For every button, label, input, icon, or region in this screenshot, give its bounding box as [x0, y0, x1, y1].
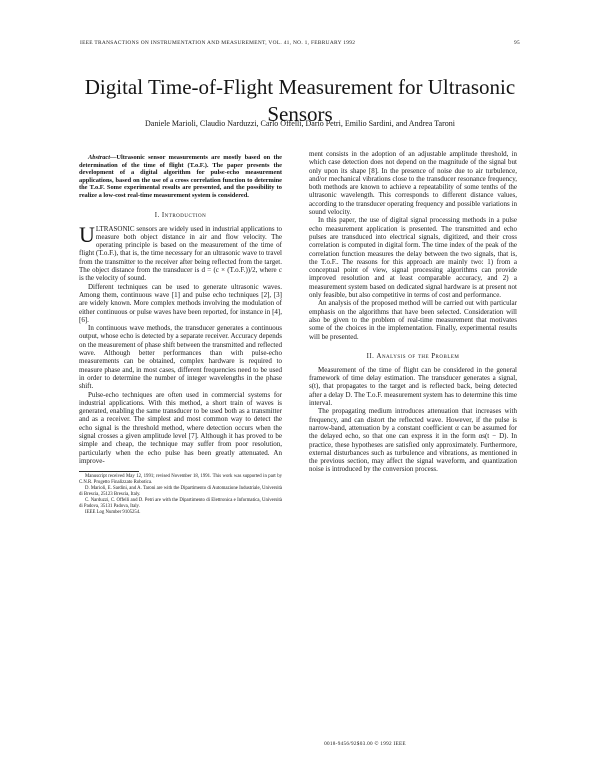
author-list: Daniele Marioli, Claudio Narduzzi, Carlo Offelli, Dario Petri, Emilio Sardini, and Andrea Taroni	[145, 119, 455, 128]
paper-title: Digital Time-of-Flight Measurement for Ultrasonic Sensors	[84, 75, 516, 127]
intro-paragraph-7: An analysis of the proposed method will be carried out with particular emphasis on the algorithms that have been selected. Consideration will also be given to the problem of real-time measurement that motivates some of the choices in the implementation. Finally, experimental results will be presented.	[309, 299, 517, 341]
page-number: 95	[514, 40, 520, 46]
abstract-label: Abstract	[88, 154, 111, 161]
intro-paragraph-2: Different techniques can be used to generate ultrasonic waves. Among them, continuous wave [1] and pulse echo techniques [2], [3] are widely known. More complex methods involving the modulation of either continuous or pulse waves have been reported, for instance in [4], [6].	[79, 282, 282, 324]
footnote-log-number: IEEE Log Number 9105254.	[85, 510, 141, 516]
footnote-divider	[79, 471, 139, 472]
section-title: Analysis of the Problem	[376, 352, 460, 360]
footnote-manuscript: Manuscript received May 12, 1991; revised November 18, 1991. This work was supported in part by C.N.R. Progetto Finalizzato Robotica.	[79, 474, 282, 486]
analysis-paragraph-1: Measurement of the time of flight can be considered in the general framework of time delay estimation. The transducer generates a signal, s(t), that propagates to the target and is reflected back, being detected after a delay D. The T.o.F. measurement system has to determine this time interval.	[309, 365, 517, 408]
intro-paragraph-6: In this paper, the use of digital signal processing methods in a pulse echo measurement application is presented. The transmitted and echo pulses are transduced into electrical signals, digitized, and their cross correlation is computed in digital form. The time index of the peak of the correlation function measures the delay between the two signals, that is, the T.o.F.. The reasons for this approach are mainly two: 1) from a conceptual point of view, signal processing algorithms can provide improved resolution and at least comparable accuracy, and 2) a measurement system based on dedicated signal hardware is at present not only feasible, but also competitive in terms of cost and performance.	[309, 216, 517, 300]
section-heading-introduction	[79, 212, 282, 219]
intro-paragraph-4: Pulse-echo techniques are often used in commercial systems for industrial applications. With this method, a short train of waves is generated, enabling the same transducer to be used both as a transmitter and as a receiver. The simplest and most common way to detect the echo signal is the threshold method, where detection occurs when the signal crosses a given amplitude level [7]. Although it has proved to be simple and cheap, the technique may suffer from poor resolution, particularly when the echo pulse has been greatly attenuated. An improve-	[79, 390, 282, 465]
intro-paragraph-5: ment consists in the adoption of an adjustable amplitude threshold, in which case detection does not depend on the magnitude of the signal but only upon its shape [8]. In the presence of noise due to air turbulence, and/or mechanical vibrations close to the transducer resonance frequency, both methods are known to achieve a repeatability of some tenths of the ultrasonic wavelength. This corresponds to different distance values, according to the transducer operating frequency and possible variations in sound velocity.	[309, 150, 517, 217]
left-column	[79, 150, 282, 516]
intro-paragraph-1	[79, 221, 282, 283]
section-title: Introduction	[161, 211, 207, 219]
footnote-affiliation-2: C. Narduzzi, C. Offelli and D. Petri are with the Dipartimento di Elettronica e Informatica, Università di Padova, 35131 Padova, Italy.	[79, 498, 282, 510]
intro-paragraph-1-text: LTRASONIC sensors are widely used in industrial applications to measure both object distance in air and flow velocity. The operating principle is based on the measurement of the time of flight (T.o.F.), that is, the time necessary for an ultrasonic wave to travel from the transmitter to the receiver after being reflected from the target. The object distance from the transducer is d = (c × (T.o.F.))/2, where c is the velocity of sound.	[79, 224, 282, 283]
abstract-text: —Ultrasonic sensor measurements are mostly based on the determination of the time of flight (T.o.F.). The paper presents the development of a digital algorithm for pulse-echo measurement applications, based on the use of a cross correlation function to determine the T.o.F. Some experimental results are presented, and the possibility to realize a low-cost real-time measurement system is considered.	[79, 154, 282, 199]
abstract	[79, 154, 282, 200]
journal-line: IEEE TRANSACTIONS ON INSTRUMENTATION AND MEASUREMENT, VOL. 41, NO. 1, FEBRUARY 1992	[80, 40, 356, 46]
section-numeral: I.	[154, 211, 160, 219]
analysis-paragraph-2: The propagating medium introduces attenuation that increases with frequency, and can distort the reflected wave. However, if the pulse is narrow-band, attenuation by a constant coefficient α can be assumed for the delayed echo, so that one can express it in the form αs(t − D). In practice, these hypotheses are satisfied only approximately. Furthermore, external disturbances such as turbulence and vibrations, as mentioned in the previous section, may affect the signal waveform, and quantization noise is introduced by the conversion process.	[309, 407, 517, 474]
section-heading-analysis	[309, 353, 517, 360]
section-numeral: II.	[366, 352, 375, 360]
copyright-code: 0018-9456/92$03.00 © 1992 IEEE	[324, 741, 406, 747]
intro-paragraph-3: In continuous wave methods, the transducer generates a continuous output, whose echo is detected by a separate receiver. Accuracy depends on the measurement of phase shift between the transmitted and reflected wave. Although better performances than with pulse-echo measurements can be obtained, complex hardware is required to measure phase and, in most cases, different frequencies need to be used in order to determine the number of integer wavelengths in the phase shift.	[79, 324, 282, 391]
right-column	[309, 150, 517, 474]
footnote-affiliation-1: D. Marioli, E. Sardini, and A. Taroni are with the Dipartimento di Automazione Industriale, Università di Brescia, 25123 Brescia, Italy.	[79, 486, 282, 498]
drop-cap: U	[79, 221, 95, 247]
running-head	[80, 40, 520, 46]
